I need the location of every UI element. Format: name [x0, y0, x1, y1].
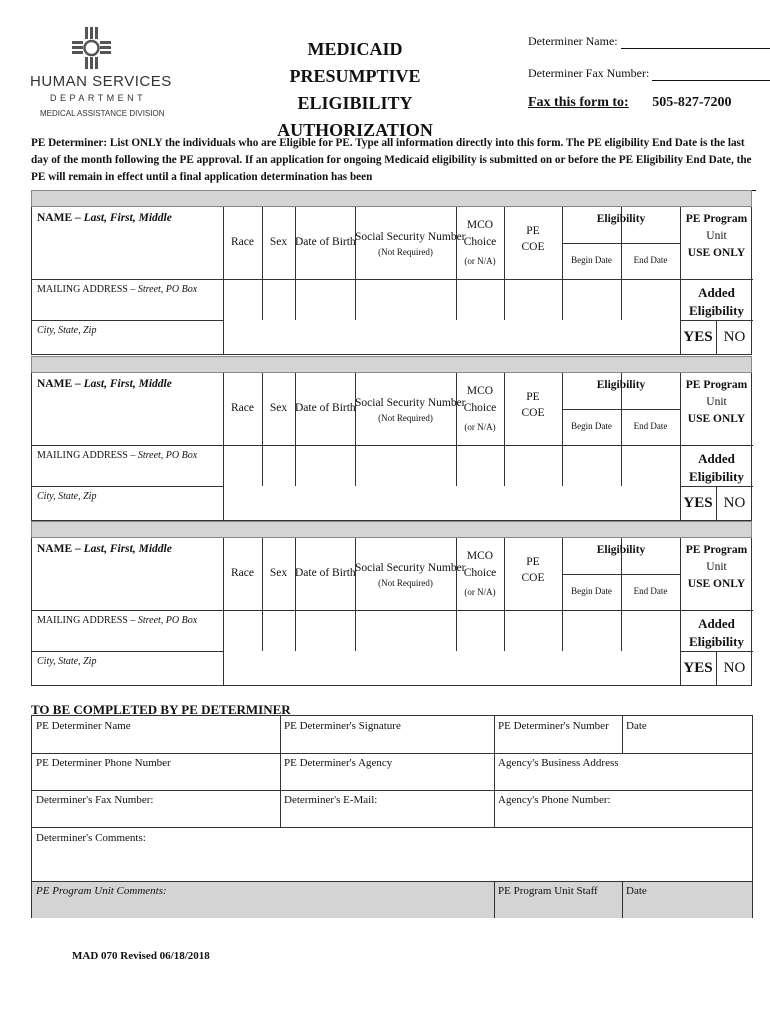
no-option[interactable]: NO [723, 660, 746, 676]
fax-to: Fax this form to: 505-827-7200 [528, 95, 732, 110]
pe-label-1: PE [526, 391, 540, 403]
ssn-label: Social Security Number [355, 562, 466, 574]
to-be-completed-heading: TO BE COMPLETED BY PE DETERMINER [31, 702, 291, 717]
ssn-note: (Not Required) [378, 247, 433, 257]
added-label-1: Added [698, 451, 735, 466]
city-state-zip-label: City, State, Zip [37, 491, 97, 502]
mco-note: (or N/A) [464, 422, 496, 432]
mco-label-2: Choice [463, 567, 497, 579]
pe-label-2: COE [521, 407, 545, 419]
yes-option[interactable]: YES [683, 329, 713, 345]
pe-label-1: PE [526, 225, 540, 237]
agency-cell[interactable]: PE Determiner's Agency [284, 757, 393, 769]
unit-date-cell[interactable]: Date [626, 885, 647, 897]
unit-staff-cell[interactable]: PE Program Unit Staff [498, 885, 598, 897]
eligibility-label: Eligibility [596, 213, 646, 225]
added-label-1: Added [698, 285, 735, 300]
begin-date-label: Begin Date [571, 421, 612, 431]
name-label: NAME – Last, First, Middle [37, 543, 172, 555]
mco-label-1: MCO [466, 219, 494, 231]
logo-line-3: MEDICAL ASSISTANCE DIVISION [40, 109, 165, 118]
no-option[interactable]: NO [723, 329, 746, 345]
unit-label-2: Unit [706, 230, 727, 242]
sex-label: Sex [269, 567, 288, 579]
city-state-zip-label: City, State, Zip [37, 325, 97, 336]
ssn-label: Social Security Number [355, 397, 466, 409]
determiner-table [31, 715, 753, 918]
determiner-fax-field[interactable]: Determiner Fax Number: [528, 66, 770, 81]
form-revision: MAD 070 Revised 06/18/2018 [72, 950, 210, 962]
begin-date-label: Begin Date [571, 255, 612, 265]
added-label-2: Eligibility [689, 469, 744, 484]
block-separator-bar [31, 190, 752, 207]
agency-phone-cell[interactable]: Agency's Phone Number: [498, 794, 611, 806]
person-entry-grid [31, 207, 752, 355]
mco-label-1: MCO [466, 385, 494, 397]
unit-comments-cell[interactable]: PE Program Unit Comments: [36, 885, 167, 897]
ssn-note: (Not Required) [378, 413, 433, 423]
instructions: PE Determiner: List ONLY the individuals who are Eligible for PE. Type all information directly into this form. The PE eligibility End Date is the last day of the month following the PE approval. If an application for ongoing Medicaid eligibility is submitted on or before the PE Eligibility End Date, the PE will remain in effect until a final application determination has been [31, 135, 756, 191]
pe-determiner-name-cell[interactable]: PE Determiner Name [36, 720, 131, 732]
race-label: Race [231, 402, 254, 414]
signature-cell[interactable]: PE Determiner's Signature [284, 720, 401, 732]
added-label-2: Eligibility [689, 303, 744, 318]
hsd-logo [30, 25, 172, 125]
email-cell[interactable]: Determiner's E-Mail: [284, 794, 378, 806]
end-date-label: End Date [633, 421, 668, 431]
dob-label: Date of Birth [295, 236, 356, 248]
unit-label-3: USE ONLY [687, 247, 746, 259]
sex-label: Sex [269, 402, 288, 414]
sex-label: Sex [269, 236, 288, 248]
name-label: NAME – Last, First, Middle [37, 212, 172, 224]
phone-cell[interactable]: PE Determiner Phone Number [36, 757, 171, 769]
race-label: Race [231, 236, 254, 248]
mailing-address-label: MAILING ADDRESS – Street, PO Box [37, 450, 198, 461]
mco-note: (or N/A) [464, 256, 496, 266]
added-label-1: Added [698, 616, 735, 631]
zia-sun-icon [70, 25, 112, 71]
ssn-note: (Not Required) [378, 578, 433, 588]
unit-label-3: USE ONLY [687, 413, 746, 425]
race-label: Race [231, 567, 254, 579]
mco-label-2: Choice [463, 236, 497, 248]
pe-label-2: COE [521, 572, 545, 584]
pe-label-2: COE [521, 241, 545, 253]
fax-cell[interactable]: Determiner's Fax Number: [36, 794, 154, 806]
person-block-1 [31, 190, 752, 355]
mco-note: (or N/A) [464, 587, 496, 597]
begin-date-label: Begin Date [571, 586, 612, 596]
comments-cell[interactable]: Determiner's Comments: [36, 832, 146, 844]
yes-option[interactable]: YES [683, 495, 713, 511]
mailing-address-label: MAILING ADDRESS – Street, PO Box [37, 284, 198, 295]
logo-line-2: DEPARTMENT [50, 93, 147, 103]
unit-label-1: PE Program [685, 379, 748, 391]
unit-label-3: USE ONLY [687, 578, 746, 590]
end-date-label: End Date [633, 586, 668, 596]
dob-label: Date of Birth [295, 402, 356, 414]
person-entry-grid [31, 538, 752, 686]
person-block-2 [31, 356, 752, 521]
unit-label-2: Unit [706, 561, 727, 573]
date-cell[interactable]: Date [626, 720, 647, 732]
unit-label-2: Unit [706, 396, 727, 408]
person-entry-grid [31, 373, 752, 521]
yes-option[interactable]: YES [683, 660, 713, 676]
mailing-address-label: MAILING ADDRESS – Street, PO Box [37, 615, 198, 626]
eligibility-label: Eligibility [596, 379, 646, 391]
agency-address-cell[interactable]: Agency's Business Address [498, 757, 619, 769]
pe-label-1: PE [526, 556, 540, 568]
name-label: NAME – Last, First, Middle [37, 378, 172, 390]
end-date-label: End Date [633, 255, 668, 265]
logo-line-1: HUMAN SERVICES [30, 73, 172, 90]
dob-label: Date of Birth [295, 567, 356, 579]
person-block-3 [31, 521, 752, 686]
block-separator-bar [31, 521, 752, 538]
block-separator-bar [31, 356, 752, 373]
city-state-zip-label: City, State, Zip [37, 656, 97, 667]
unit-label-1: PE Program [685, 213, 748, 225]
added-label-2: Eligibility [689, 634, 744, 649]
unit-label-1: PE Program [685, 544, 748, 556]
no-option[interactable]: NO [723, 495, 746, 511]
determiner-name-field[interactable]: Determiner Name: [528, 34, 770, 49]
ssn-label: Social Security Number [355, 231, 466, 243]
mco-label-1: MCO [466, 550, 494, 562]
eligibility-label: Eligibility [596, 544, 646, 556]
mco-label-2: Choice [463, 402, 497, 414]
form-title: MEDICAID PRESUMPTIVE ELIGIBILITY AUTHORIZATION [277, 39, 433, 140]
determiner-number-cell[interactable]: PE Determiner's Number [498, 720, 609, 732]
